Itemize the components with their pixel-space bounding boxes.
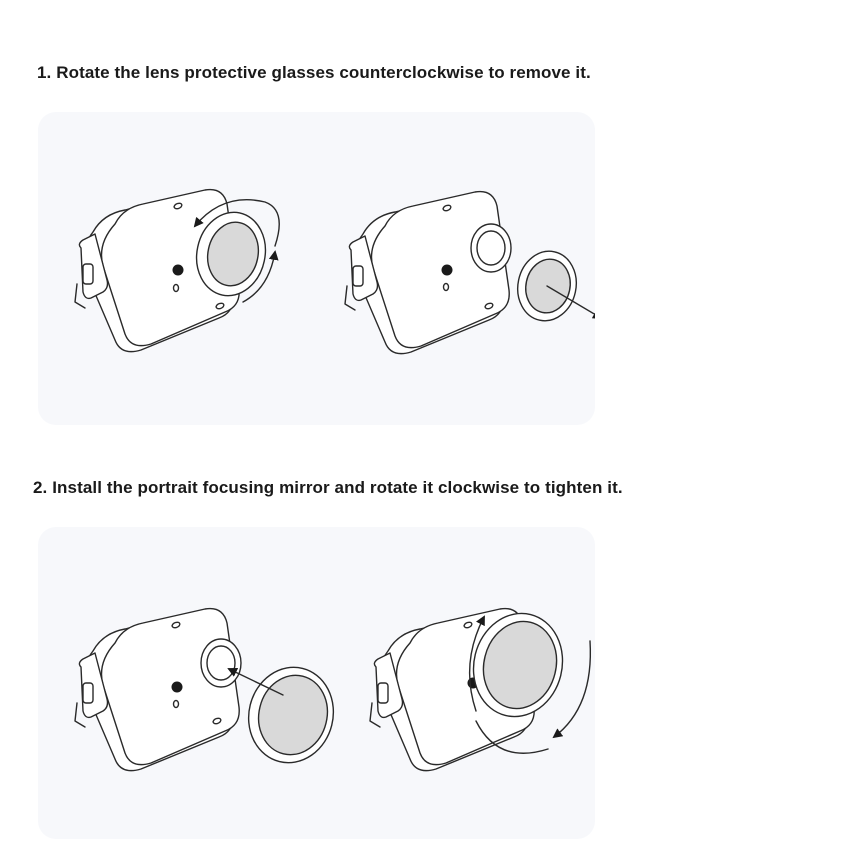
step-2-text: Install the portrait focusing mirror and rotate it clockwise to tighten it. xyxy=(52,478,623,497)
focusing-mirror-icon xyxy=(239,658,344,771)
step-1-number: 1. xyxy=(37,63,52,82)
camera-body-icon xyxy=(75,609,239,771)
lens-mount-icon xyxy=(201,639,241,687)
camera-mirror-rotating-clockwise xyxy=(370,604,590,771)
camera-mirror-being-installed xyxy=(75,609,343,772)
camera-lens-cover-removed xyxy=(345,192,595,354)
camera-lens-rotating-counterclockwise xyxy=(75,190,279,352)
step-2-title xyxy=(33,478,623,498)
camera-body-icon xyxy=(345,192,509,354)
step-1-text: Rotate the lens protective glasses counterclockwise to remove it. xyxy=(56,63,591,82)
step-2-illustration-panel xyxy=(38,527,595,839)
step-2-illustrations xyxy=(38,527,595,840)
step-2-number: 2. xyxy=(33,478,48,497)
step-1-illustration-panel xyxy=(38,112,595,425)
step-1-illustrations xyxy=(38,112,595,425)
lens-mount-icon xyxy=(471,224,511,272)
step-1-title xyxy=(37,63,591,83)
